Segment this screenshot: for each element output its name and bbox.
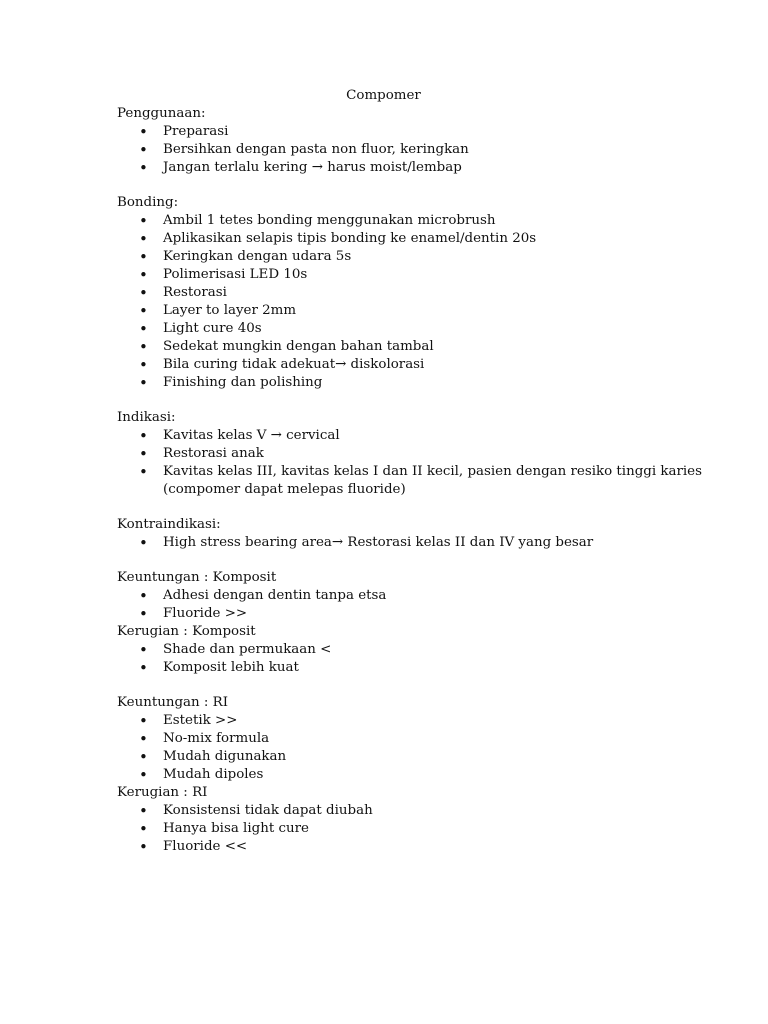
bullet-item: • Kavitas kelas V → cervical — [117, 427, 717, 445]
bullet-item: • Bila curing tidak adekuat→ diskolorasi — [117, 356, 717, 374]
bullet-item: • No-mix formula — [117, 730, 717, 748]
bullet-item: • Finishing dan polishing — [117, 374, 717, 392]
section — [117, 569, 717, 623]
bullet-item: • Komposit lebih kuat — [117, 659, 717, 677]
bullet-item: • Mudah digunakan — [117, 748, 717, 766]
section — [117, 105, 717, 177]
bullet-list — [117, 587, 717, 623]
bullet-list — [117, 534, 717, 552]
bullet-item: • Jangan terlalu kering → harus moist/lembap — [117, 159, 717, 177]
section-heading: Penggunaan: — [117, 106, 206, 121]
bullet-list — [117, 427, 717, 499]
bullet-list — [117, 212, 717, 392]
section-heading: Kerugian : Komposit — [117, 624, 256, 639]
bullet-item: • Estetik >> — [117, 712, 717, 730]
section — [117, 194, 717, 392]
section — [117, 409, 717, 499]
bullet-item: • Preparasi — [117, 123, 717, 141]
bullet-item: • Sedekat mungkin dengan bahan tambal — [117, 338, 717, 356]
document-page — [117, 87, 717, 873]
bullet-item: • Ambil 1 tetes bonding menggunakan microbrush — [117, 212, 717, 230]
bullet-list — [117, 712, 717, 784]
bullet-list — [117, 641, 717, 677]
bullet-item: • Restorasi — [117, 284, 717, 302]
bullet-item: • Restorasi anak — [117, 445, 717, 463]
bullet-item: • Shade dan permukaan < — [117, 641, 717, 659]
sections-container — [117, 105, 717, 856]
section — [117, 784, 717, 856]
section-heading: Kontraindikasi: — [117, 517, 221, 532]
section-heading: Keuntungan : RI — [117, 695, 229, 710]
bullet-item: • High stress bearing area→ Restorasi kelas II dan IV yang besar — [117, 534, 717, 552]
section-heading: Bonding: — [117, 195, 179, 210]
section — [117, 516, 717, 552]
section — [117, 694, 717, 784]
section-heading: Indikasi: — [117, 410, 176, 425]
bullet-item: • Bersihkan dengan pasta non fluor, keringkan — [117, 141, 717, 159]
section-heading: Keuntungan : Komposit — [117, 570, 277, 585]
bullet-item: • Fluoride << — [117, 838, 717, 856]
bullet-item: • Kavitas kelas III, kavitas kelas I dan II kecil, pasien dengan resiko tinggi karies (compomer dapat melepas fluoride) — [117, 463, 717, 499]
bullet-item: • Fluoride >> — [117, 605, 717, 623]
bullet-list — [117, 802, 717, 856]
bullet-item: • Aplikasikan selapis tipis bonding ke enamel/dentin 20s — [117, 230, 717, 248]
bullet-list — [117, 123, 717, 177]
bullet-item: • Keringkan dengan udara 5s — [117, 248, 717, 266]
bullet-item: • Konsistensi tidak dapat diubah — [117, 802, 717, 820]
bullet-item: • Layer to layer 2mm — [117, 302, 717, 320]
bullet-item: • Polimerisasi LED 10s — [117, 266, 717, 284]
bullet-item: • Hanya bisa light cure — [117, 820, 717, 838]
bullet-item: • Adhesi dengan dentin tanpa etsa — [117, 587, 717, 605]
section-heading: Kerugian : RI — [117, 785, 208, 800]
bullet-item: • Light cure 40s — [117, 320, 717, 338]
bullet-item: • Mudah dipoles — [117, 766, 717, 784]
document-title: Compomer — [346, 88, 421, 103]
section — [117, 623, 717, 677]
